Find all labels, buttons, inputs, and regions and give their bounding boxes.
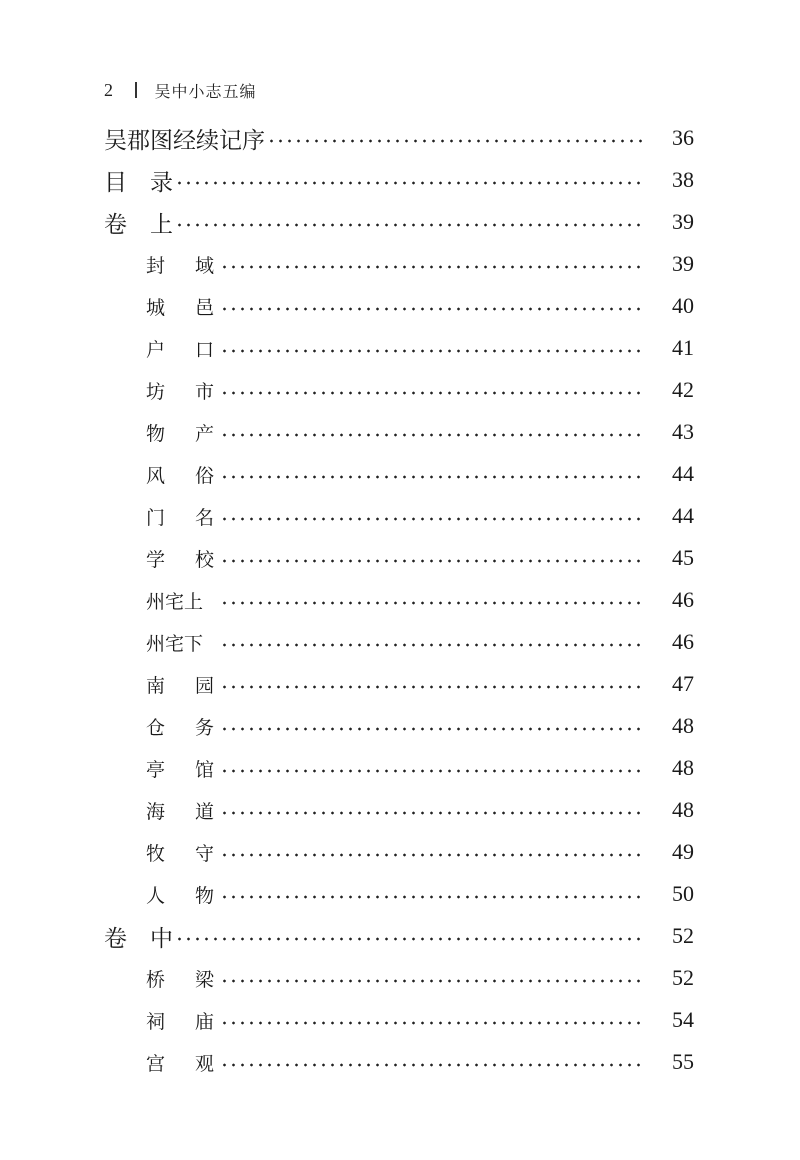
toc-entry: [0, 243, 800, 285]
toc-entry-title-char: 人: [146, 884, 166, 907]
toc-entry-title-char: 南: [146, 674, 166, 697]
toc-entry: [0, 369, 800, 411]
dot-leader: [220, 1021, 644, 1025]
toc-entry-title-char: 务: [194, 716, 214, 739]
toc-page-number: 41: [672, 335, 694, 360]
toc-page-number: 46: [672, 587, 694, 612]
dot-leader: [267, 139, 644, 143]
toc-section-entry: [0, 159, 800, 201]
toc-entry-title: [146, 335, 214, 362]
toc-entry: [0, 453, 800, 495]
toc-entry-title-char: 观: [194, 1052, 214, 1075]
toc-entry-title: [146, 881, 214, 908]
dot-leader: [220, 265, 644, 269]
toc-entry-title-char: 守: [194, 842, 214, 865]
toc-entry-title-char: 州宅上: [146, 590, 204, 613]
toc-entry: [0, 705, 800, 747]
toc-page-number: 46: [672, 629, 694, 654]
toc-entry-title-char: 馆: [194, 758, 214, 781]
toc-entry-title: [146, 965, 214, 992]
toc-entry-title-char: 海: [146, 800, 166, 823]
toc-entry-title-char: 产: [194, 422, 214, 445]
toc-entry: [0, 327, 800, 369]
toc-entry-title-char: 梁: [194, 968, 214, 991]
toc-page-number: 55: [672, 1049, 694, 1074]
dot-leader: [220, 685, 644, 689]
dot-leader: [220, 811, 644, 815]
dot-leader: [220, 727, 644, 731]
dot-leader: [220, 391, 644, 395]
toc-entry: [0, 831, 800, 873]
dot-leader: [220, 517, 644, 521]
toc-page-number: 50: [672, 881, 694, 906]
toc-entry: [0, 621, 800, 663]
toc-entry: [0, 747, 800, 789]
toc-entry-title-char: 口: [194, 338, 214, 361]
toc-entry: [0, 537, 800, 579]
toc-entry-title: 吴郡图经续记序: [104, 127, 265, 154]
running-header: [104, 76, 257, 104]
toc-entry-title-char: 州宅下: [146, 632, 204, 655]
toc-entry-title-char: 名: [194, 506, 214, 529]
toc-page-number: 36: [672, 125, 694, 150]
toc-page-number: 40: [672, 293, 694, 318]
toc-page-number: 44: [672, 461, 694, 486]
dot-leader: [220, 895, 644, 899]
book-title: 吴中小志五编: [154, 81, 257, 101]
toc-entry-title-char: 仓: [146, 716, 166, 739]
toc-entry-title-char: 校: [194, 548, 214, 571]
toc-page-number: 48: [672, 713, 694, 738]
toc-entry-title-char: 牧: [146, 842, 166, 865]
toc-entry-title: 卷 上: [104, 211, 173, 238]
toc-page-number: 38: [672, 167, 694, 192]
toc-entry: [0, 495, 800, 537]
toc-entry-title-char: 亭: [146, 758, 166, 781]
toc-entry: [0, 873, 800, 915]
dot-leader: [220, 433, 644, 437]
dot-leader: [220, 979, 644, 983]
toc-page-number: 39: [672, 209, 694, 234]
toc-entry-title: [146, 251, 214, 278]
toc-entry-title-char: 物: [146, 422, 166, 445]
toc-entry-title: [146, 671, 214, 698]
toc-entry-title: [146, 545, 214, 572]
toc-entry-title-char: 风: [146, 464, 166, 487]
toc-entry-title-char: 祠: [146, 1010, 166, 1033]
toc-entry-title-char: 户: [146, 338, 166, 361]
table-of-contents: [0, 117, 800, 1083]
dot-leader: [175, 937, 644, 941]
toc-entry-title: [146, 1007, 214, 1034]
toc-page-number: 48: [672, 755, 694, 780]
toc-entry-title-char: 坊: [146, 380, 166, 403]
toc-entry: [0, 411, 800, 453]
toc-entry-title-char: 门: [146, 506, 166, 529]
toc-section-entry: [0, 915, 800, 957]
toc-entry: [0, 999, 800, 1041]
toc-entry: [0, 579, 800, 621]
toc-entry-title-char: 庙: [194, 1010, 214, 1033]
toc-page-number: 45: [672, 545, 694, 570]
toc-entry: [0, 789, 800, 831]
toc-entry-title-char: 道: [194, 800, 214, 823]
dot-leader: [220, 769, 644, 773]
toc-page-number: 49: [672, 839, 694, 864]
toc-page-number: 47: [672, 671, 694, 696]
toc-entry-title-char: 学: [146, 548, 166, 571]
toc-entry: [0, 957, 800, 999]
toc-entry-title: [146, 503, 214, 530]
dot-leader: [220, 475, 644, 479]
toc-entry-title: [146, 755, 214, 782]
toc-entry-title-char: 邑: [194, 296, 214, 319]
toc-entry-title: [146, 797, 214, 824]
toc-entry-title: [146, 587, 214, 614]
toc-entry-title: [146, 419, 214, 446]
toc-entry: [0, 663, 800, 705]
toc-page-number: 48: [672, 797, 694, 822]
toc-page-number: 43: [672, 419, 694, 444]
toc-entry-title: 目 录: [104, 169, 173, 196]
toc-section-entry: [0, 117, 800, 159]
toc-page-number: 52: [672, 923, 694, 948]
toc-page-number: 42: [672, 377, 694, 402]
toc-section-entry: [0, 201, 800, 243]
dot-leader: [220, 601, 644, 605]
toc-entry-title-char: 园: [194, 674, 214, 697]
toc-page-number: 39: [672, 251, 694, 276]
toc-entry-title: [146, 713, 214, 740]
toc-page-number: 52: [672, 965, 694, 990]
toc-entry-title-char: 城: [146, 296, 166, 319]
dot-leader: [175, 223, 644, 227]
dot-leader: [220, 307, 644, 311]
toc-entry-title-char: 桥: [146, 968, 166, 991]
toc-entry-title: [146, 839, 214, 866]
toc-entry-title: [146, 293, 214, 320]
toc-entry-title-char: 宫: [146, 1052, 166, 1075]
toc-entry-title-char: 市: [194, 380, 214, 403]
toc-entry: [0, 285, 800, 327]
toc-entry: [0, 1041, 800, 1083]
toc-entry-title-char: 封: [146, 254, 166, 277]
toc-entry-title-char: 物: [194, 884, 214, 907]
dot-leader: [220, 853, 644, 857]
dot-leader: [220, 643, 644, 647]
header-divider: [135, 82, 137, 98]
toc-entry-title: 卷 中: [104, 925, 173, 952]
toc-entry-title-char: 俗: [194, 464, 214, 487]
dot-leader: [220, 1063, 644, 1067]
page-number: 2: [104, 79, 113, 100]
toc-entry-title: [146, 461, 214, 488]
toc-entry-title: [146, 377, 214, 404]
dot-leader: [175, 181, 644, 185]
dot-leader: [220, 559, 644, 563]
toc-entry-title: [146, 1049, 214, 1076]
dot-leader: [220, 349, 644, 353]
toc-page-number: 44: [672, 503, 694, 528]
toc-entry-title: [146, 629, 214, 656]
toc-page-number: 54: [672, 1007, 694, 1032]
toc-entry-title-char: 域: [194, 254, 214, 277]
